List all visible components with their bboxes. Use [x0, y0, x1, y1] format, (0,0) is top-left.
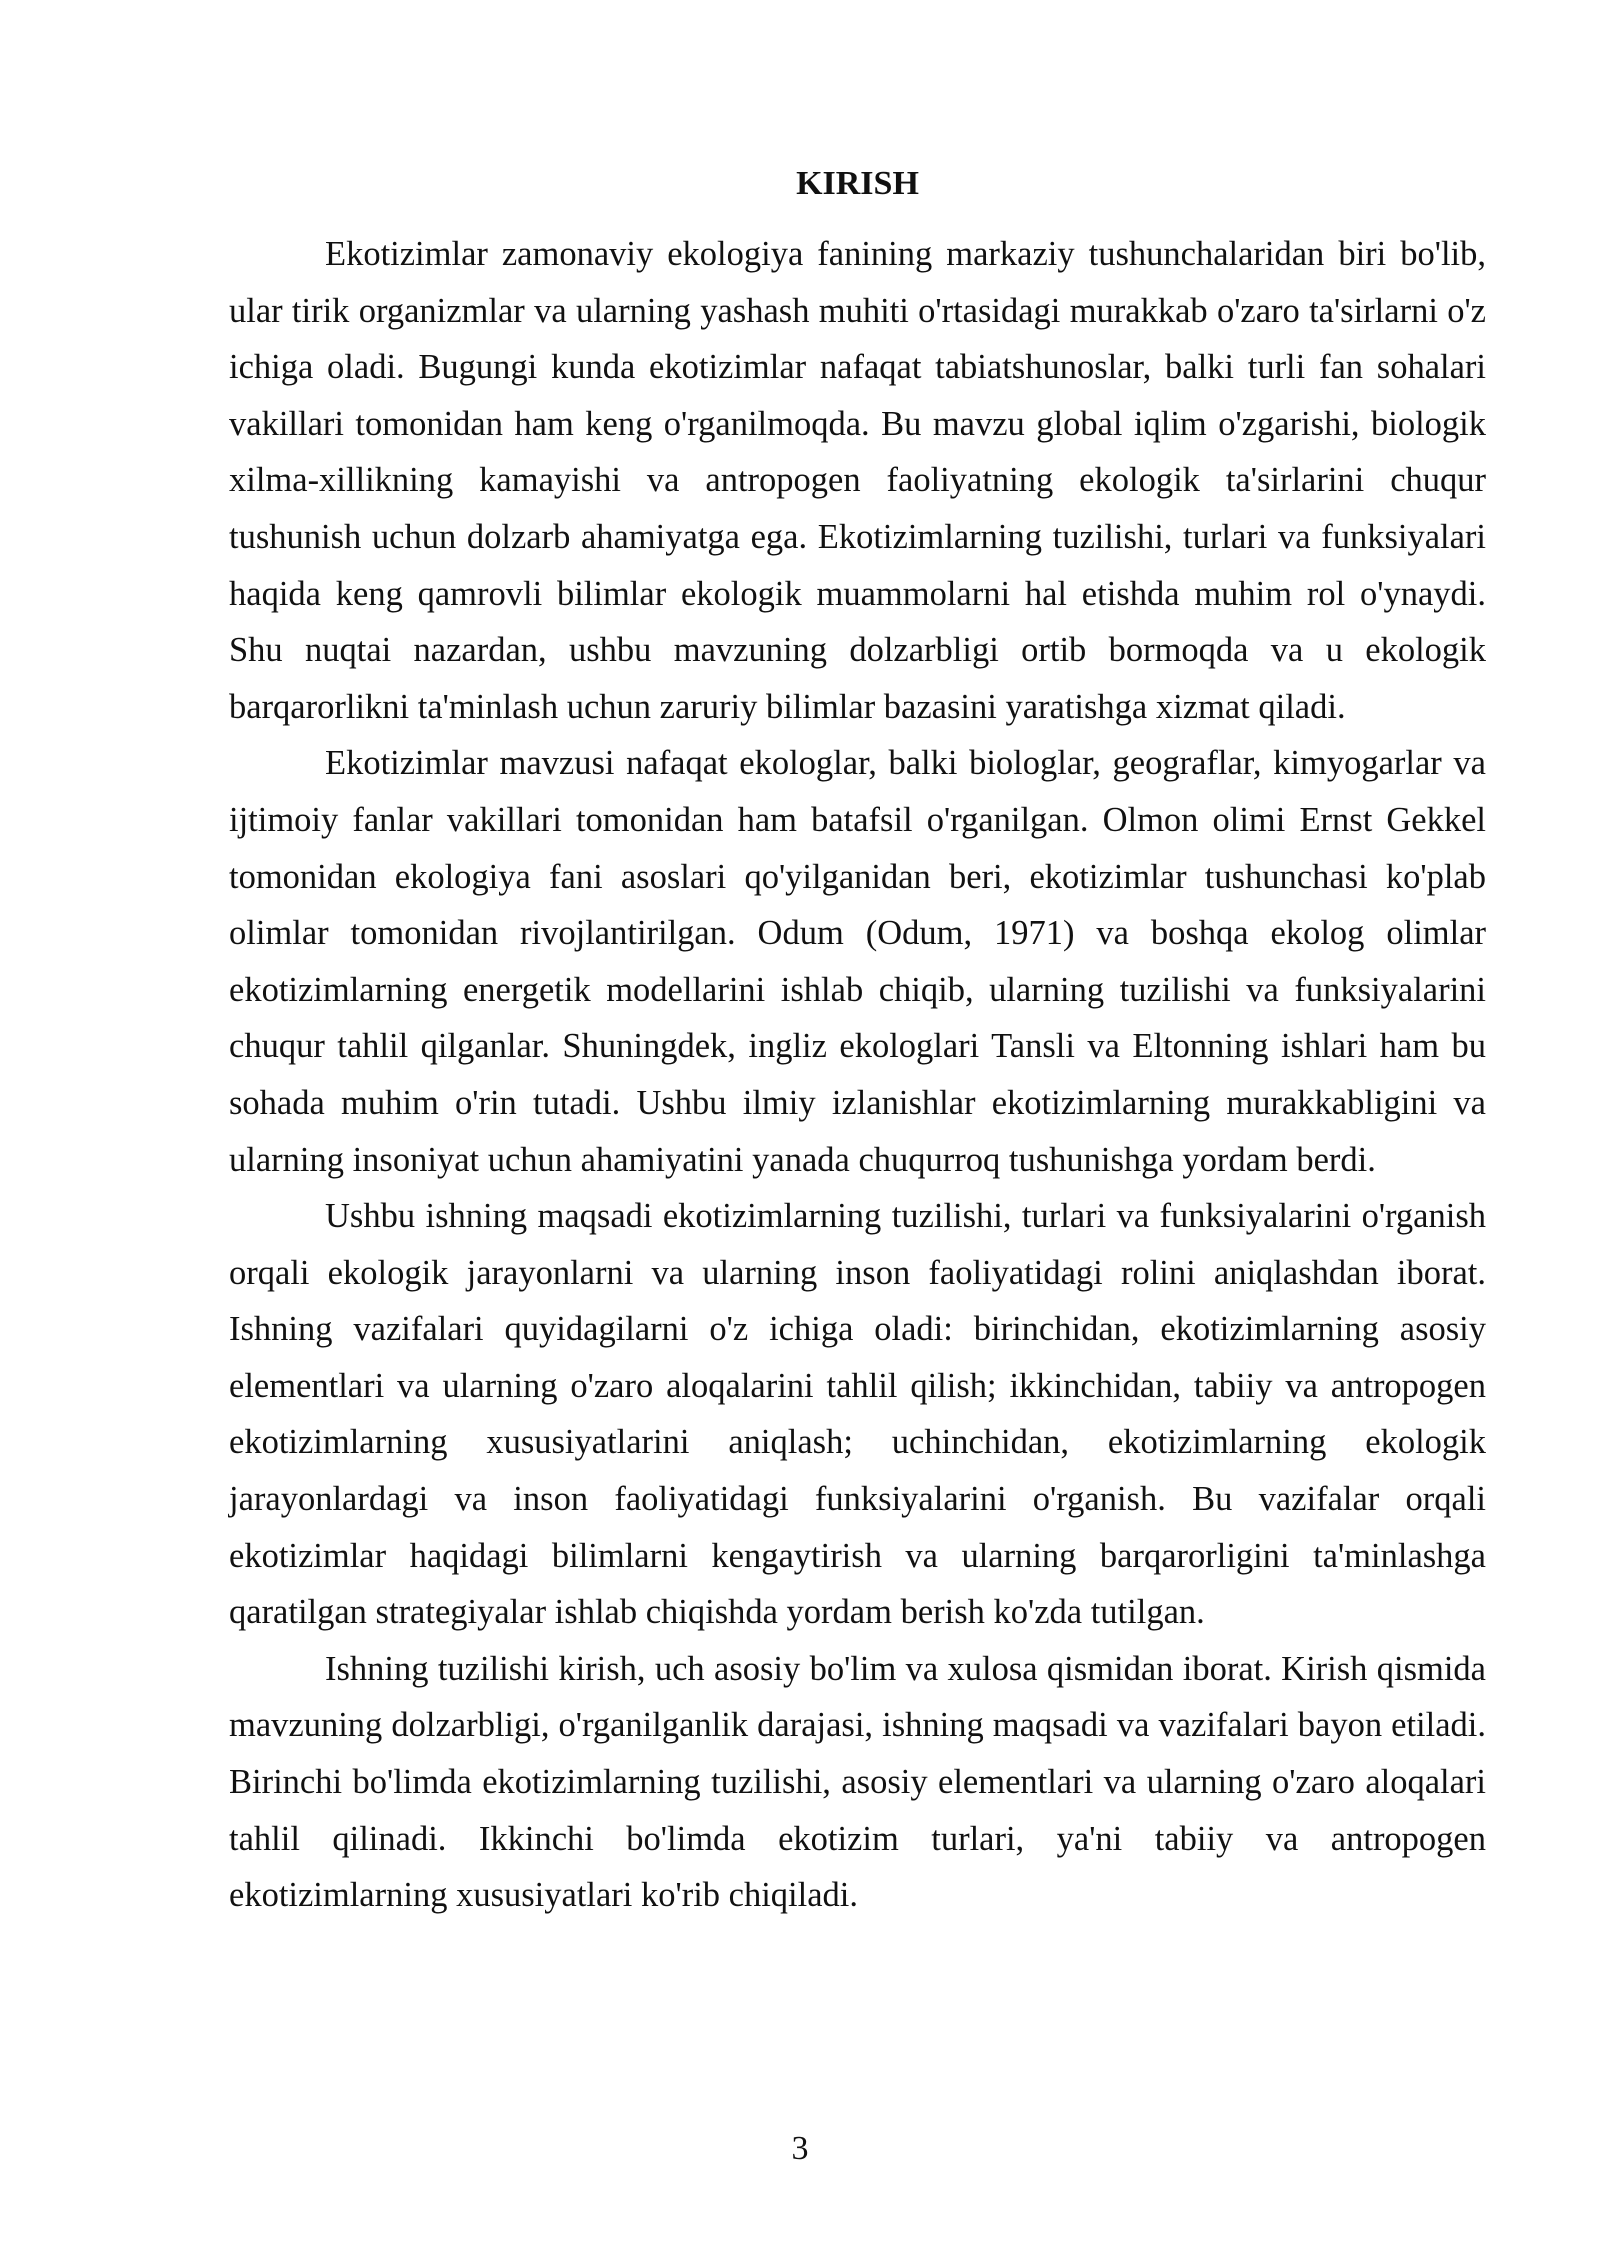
section-title: KIRISH [796, 165, 919, 202]
paragraph-literature-review: Ekotizimlar mavzusi nafaqat ekologlar, balki biologlar, geograflar, kimyogarlar va ijtimoiy fanlar vakillari tomonidan ham batafsil o'rganilgan. Olmon olimi Ernst Gekkel tomonidan ekologiya fani asoslari qo'yilganidan beri, ekotizimlar tushunchasi ko'plab olimlar tomonidan rivojlantirilgan. Odum (Odum, 1971) va boshqa ekolog olimlar ekotizimlarning energetik modellarini ishlab chiqib, ularning tuzilishi va funksiyalarini chuqur tahlil qilganlar. Shuningdek, ingliz ekologlari Tansli va Eltonning ishlari ham bu sohada muhim o'rin tutadi. Ushbu ilmiy izlanishlar ekotizimlarning murakkabligini va ularning insoniyat uchun ahamiyatini yanada chuqurroq tushunishga yordam berdi. [229, 744, 1486, 1179]
paragraph-structure: Ishning tuzilishi kirish, uch asosiy bo'lim va xulosa qismidan iborat. Kirish qismida mavzuning dolzarbligi, o'rganilganlik darajasi, ishning maqsadi va vazifalari bayon etiladi. Birinchi bo'limda ekotizimlarning tuzilishi, asosiy elementlari va ularning o'zaro aloqalari tahlil qilinadi. Ikkinchi bo'limda ekotizim turlari, ya'ni tabiiy va antropogen ekotizimlarning xususiyatlari ko'rib chiqiladi. [229, 1649, 1486, 1915]
paragraph-goals-tasks: Ushbu ishning maqsadi ekotizimlarning tuzilishi, turlari va funksiyalarini o'rganish orqali ekologik jarayonlarni va ularning inson faoliyatidagi rolini aniqlashdan iborat. Ishning vazifalari quyidagilarni o'z ichiga oladi: birinchidan, ekotizimlarning asosiy elementlari va ularning o'zaro aloqalarini tahlil qilish; ikkinchidan, tabiiy va antropogen ekotizimlarning xususiyatlarini aniqlash; uchinchidan, ekotizimlarning ekologik jarayonlardagi va inson faoliyatidagi funksiyalarini o'rganish. Bu vazifalar orqali ekotizimlar haqidagi bilimlarni kengaytirish va ularning barqarorligini ta'minlashga qaratilgan strategiyalar ishlab chiqishda yordam berish ko'zda tutilgan. [229, 1197, 1486, 1632]
page-content [229, 160, 1486, 1924]
paragraph-relevance: Ekotizimlar zamonaviy ekologiya fanining markaziy tushunchalaridan biri bo'lib, ular tirik organizmlar va ularning yashash muhiti o'rtasidagi murakkab o'zaro ta'sirlarni o'z ichiga oladi. Bugungi kunda ekotizimlar nafaqat tabiatshunoslar, balki turli fan sohalari vakillari tomonidan ham keng o'rganilmoqda. Bu mavzu global iqlim o'zgarishi, biologik xilma-xillikning kamayishi va antropogen faoliyatning ekologik ta'sirlarini chuqur tushunish uchun dolzarb ahamiyatga ega. Ekotizimlarning tuzilishi, turlari va funksiyalari haqida keng qamrovli bilimlar ekologik muammolarni hal etishda muhim rol o'ynaydi. Shu nuqtai nazardan, ushbu mavzuning dolzarbligi ortib bormoqda va u ekologik barqarorlikni ta'minlash uchun zaruriy bilimlar bazasini yaratishga xizmat qiladi. [229, 235, 1486, 726]
page-number: 3 [791, 2130, 809, 2167]
